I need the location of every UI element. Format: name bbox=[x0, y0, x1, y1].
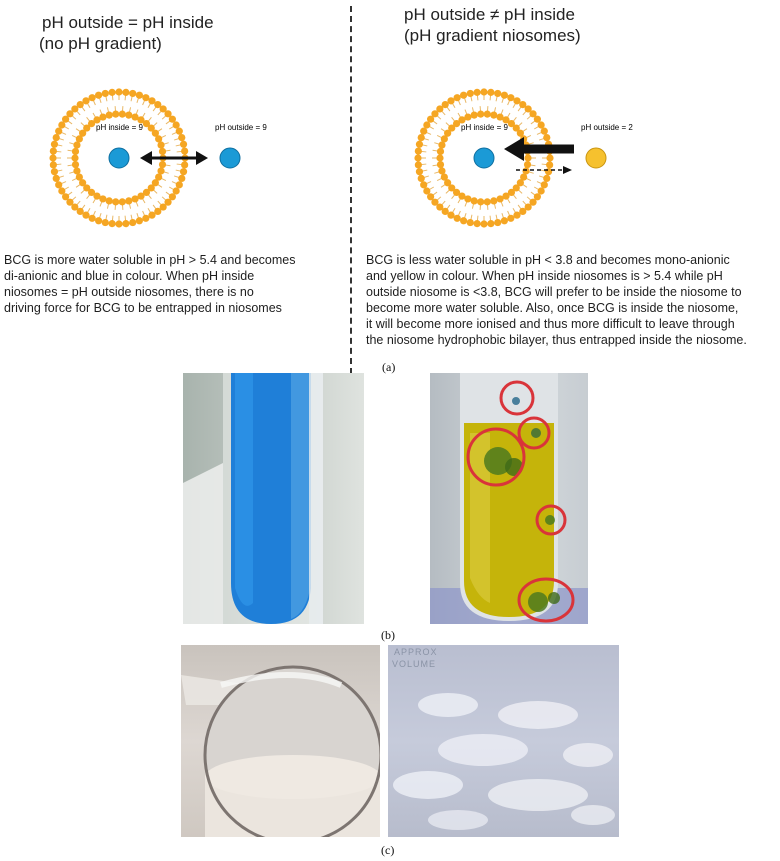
left-heading-line2: (no pH gradient) bbox=[39, 34, 162, 53]
lipid-head bbox=[420, 128, 427, 135]
beaker-marking-line1: APPROX bbox=[394, 647, 438, 657]
lipid-head bbox=[50, 148, 57, 155]
lipid-head bbox=[109, 220, 116, 227]
right-description bbox=[366, 252, 778, 348]
left-description-line: driving force for BCG to be entrapped in niosomes bbox=[4, 301, 282, 315]
lipid-head bbox=[122, 220, 129, 227]
lipid-head bbox=[507, 94, 514, 101]
lipid-head bbox=[178, 134, 185, 141]
lipid-head bbox=[454, 94, 461, 101]
lipid-head bbox=[178, 175, 185, 182]
lipid-head bbox=[546, 161, 553, 168]
lipid-head bbox=[129, 90, 136, 97]
left-ph-inside-label: pH inside = 9 bbox=[96, 123, 143, 132]
lipid-head bbox=[148, 212, 155, 219]
left-description-line: BCG is more water soluble in pH > 5.4 and becomes bbox=[4, 253, 296, 267]
lipid-head bbox=[102, 90, 109, 97]
left-heading-line1: pH outside = pH inside bbox=[42, 13, 214, 32]
lipid-head bbox=[474, 220, 481, 227]
lipid-head bbox=[460, 217, 467, 224]
right-ph-outside-label: pH outside = 2 bbox=[581, 123, 633, 132]
lipid-head bbox=[119, 198, 126, 205]
bcg-outside-blue bbox=[220, 148, 240, 168]
bcg-outside-yellow bbox=[586, 148, 606, 168]
lipid-head bbox=[99, 113, 106, 120]
lipid-head bbox=[136, 92, 143, 99]
lipid-head bbox=[420, 181, 427, 188]
lipid-head bbox=[157, 167, 164, 174]
right-ph-inside-label: pH inside = 9 bbox=[461, 123, 508, 132]
lipid-head bbox=[487, 89, 494, 96]
lipid-head bbox=[122, 89, 129, 96]
lipid-head bbox=[131, 195, 138, 202]
lipid-head bbox=[125, 112, 132, 119]
left-niosome-diagram bbox=[0, 60, 350, 250]
right-heading-line1: pH outside ≠ pH inside bbox=[404, 5, 575, 24]
lipid-head bbox=[180, 168, 187, 175]
lipid-head bbox=[477, 198, 484, 205]
lipid-head bbox=[142, 94, 149, 101]
lipid-head bbox=[53, 175, 60, 182]
lipid-head bbox=[53, 134, 60, 141]
lipid-head bbox=[501, 92, 508, 99]
left-description-line: di-anionic and blue in colour. When pH inside bbox=[4, 269, 255, 283]
lipid-head bbox=[454, 215, 461, 222]
bcg-inside-blue bbox=[474, 148, 494, 168]
lipid-head bbox=[541, 181, 548, 188]
lipid-head bbox=[50, 161, 57, 168]
right-description-line: BCG is less water soluble in pH < 3.8 and becomes mono-anionic bbox=[366, 253, 730, 267]
right-niosome-diagram bbox=[350, 60, 780, 250]
lipid-head bbox=[112, 198, 119, 205]
lipid-head bbox=[513, 212, 520, 219]
lipid-head bbox=[51, 168, 58, 175]
blue-tube-photo bbox=[183, 373, 364, 624]
right-description-line: outside niosome is <3.8, BCG will prefer to be inside the niosome to bbox=[366, 285, 742, 299]
lipid-head bbox=[73, 167, 80, 174]
lipid-head bbox=[507, 215, 514, 222]
lipid-head bbox=[447, 97, 454, 104]
lipid-head bbox=[438, 167, 445, 174]
lipid-head bbox=[541, 128, 548, 135]
lipid-head bbox=[524, 161, 531, 168]
lipid-head bbox=[58, 187, 65, 194]
lipid-head bbox=[501, 217, 508, 224]
lipid-head bbox=[490, 112, 497, 119]
lipid-head bbox=[76, 173, 83, 180]
lipid-head bbox=[494, 219, 501, 226]
lipid-head bbox=[181, 148, 188, 155]
lipid-head bbox=[95, 92, 102, 99]
lipid-head bbox=[155, 135, 162, 142]
lipid-head bbox=[496, 195, 503, 202]
lipid-head bbox=[115, 88, 122, 95]
beaker-marking-line2: VOLUME bbox=[392, 659, 437, 669]
bcg-aggregate bbox=[512, 397, 520, 405]
panel-a-label: (a) bbox=[382, 360, 396, 374]
lipid-head bbox=[460, 92, 467, 99]
lipid-head bbox=[543, 134, 550, 141]
lipid-head bbox=[414, 154, 421, 161]
right-description-line: and yellow in colour. When pH inside niosomes is > 5.4 while pH bbox=[366, 269, 723, 283]
lipid-head bbox=[524, 154, 531, 161]
lipid-head bbox=[464, 113, 471, 120]
lipid-head bbox=[106, 112, 113, 119]
lipid-head bbox=[95, 217, 102, 224]
bcg-aggregate bbox=[528, 592, 548, 612]
blue-tube-image bbox=[183, 373, 364, 624]
lipid-head bbox=[176, 181, 183, 188]
lipid-head bbox=[119, 111, 126, 118]
lipid-head bbox=[546, 154, 553, 161]
lipid-head bbox=[437, 161, 444, 168]
lipid-head bbox=[418, 175, 425, 182]
lipid-head bbox=[55, 128, 62, 135]
left-description-line: niosomes = pH outside niosomes, there is no bbox=[4, 285, 254, 299]
lipid-head bbox=[438, 141, 445, 148]
lipid-head bbox=[176, 128, 183, 135]
lipid-head bbox=[73, 141, 80, 148]
lipid-head bbox=[89, 94, 96, 101]
yellow-tube-photo bbox=[430, 373, 588, 624]
lipid-head bbox=[51, 141, 58, 148]
lipid-head bbox=[71, 154, 78, 161]
lipid-head bbox=[436, 154, 443, 161]
lipid-head bbox=[441, 173, 448, 180]
right-description-line: become more water soluble. Also, once BCG is inside the niosome, bbox=[366, 301, 739, 315]
lipid-head bbox=[142, 215, 149, 222]
lipid-head bbox=[102, 219, 109, 226]
lipid-head bbox=[423, 187, 430, 194]
arrow-head-right bbox=[196, 151, 208, 165]
lipid-head bbox=[159, 148, 166, 155]
lipid-head bbox=[538, 121, 545, 128]
lipid-head bbox=[480, 220, 487, 227]
uptake-arrow-head bbox=[504, 137, 524, 161]
bcg-aggregate bbox=[545, 515, 555, 525]
yellow-tube-image bbox=[430, 373, 588, 624]
lipid-head bbox=[490, 197, 497, 204]
panel-c-label: (c) bbox=[381, 843, 395, 857]
lipid-head bbox=[415, 161, 422, 168]
arrow-head-left bbox=[140, 151, 152, 165]
lipid-head bbox=[416, 141, 423, 148]
lipid-head bbox=[55, 181, 62, 188]
lipid-head bbox=[157, 141, 164, 148]
bcg-aggregate bbox=[531, 428, 541, 438]
lipid-head bbox=[112, 111, 119, 118]
lipid-head bbox=[545, 168, 552, 175]
lipid-head bbox=[471, 197, 478, 204]
lipid-head bbox=[474, 89, 481, 96]
lipid-head bbox=[49, 154, 56, 161]
lipid-head bbox=[480, 88, 487, 95]
lipid-head bbox=[522, 167, 529, 174]
lipid-head bbox=[181, 161, 188, 168]
lipid-head bbox=[467, 90, 474, 97]
lipid-head bbox=[467, 219, 474, 226]
right-heading bbox=[404, 4, 581, 46]
lipid-head bbox=[484, 111, 491, 118]
left-ph-outside-label: pH outside = 9 bbox=[215, 123, 267, 132]
lipid-head bbox=[173, 121, 180, 128]
lipid-head bbox=[416, 168, 423, 175]
bcg-inside-blue bbox=[109, 148, 129, 168]
right-description-line: it will become more ionised and thus more difficult to leave through bbox=[366, 317, 735, 331]
lipid-head bbox=[72, 161, 79, 168]
lipid-head bbox=[180, 141, 187, 148]
lipid-head bbox=[115, 220, 122, 227]
flask-image bbox=[181, 645, 380, 837]
lipid-head bbox=[418, 134, 425, 141]
lipid-head bbox=[129, 219, 136, 226]
lipid-head bbox=[159, 161, 166, 168]
lipid-head bbox=[487, 220, 494, 227]
left-heading bbox=[39, 12, 214, 54]
lipid-head bbox=[494, 90, 501, 97]
lipid-head bbox=[415, 148, 422, 155]
lipid-head bbox=[125, 197, 132, 204]
right-description-line: the niosome hydrophobic bilayer, thus entrapped inside the niosome. bbox=[366, 333, 747, 347]
lipid-head bbox=[106, 197, 113, 204]
lipid-head bbox=[72, 148, 79, 155]
lipid-head bbox=[543, 175, 550, 182]
lipid-head bbox=[477, 111, 484, 118]
leak-arrow-head bbox=[563, 166, 572, 174]
lipid-head bbox=[136, 217, 143, 224]
left-description bbox=[4, 252, 344, 316]
lipid-head bbox=[89, 215, 96, 222]
beaker-photo bbox=[388, 645, 619, 837]
panel-b-label: (b) bbox=[381, 628, 395, 642]
lipid-head bbox=[484, 198, 491, 205]
flask-photo bbox=[181, 645, 380, 837]
bcg-aggregate bbox=[548, 592, 560, 604]
lipid-head bbox=[437, 148, 444, 155]
right-heading-line2: (pH gradient niosomes) bbox=[404, 26, 581, 45]
lipid-head bbox=[471, 112, 478, 119]
beaker-image bbox=[388, 645, 619, 837]
lipid-head bbox=[82, 97, 89, 104]
lipid-head bbox=[109, 89, 116, 96]
